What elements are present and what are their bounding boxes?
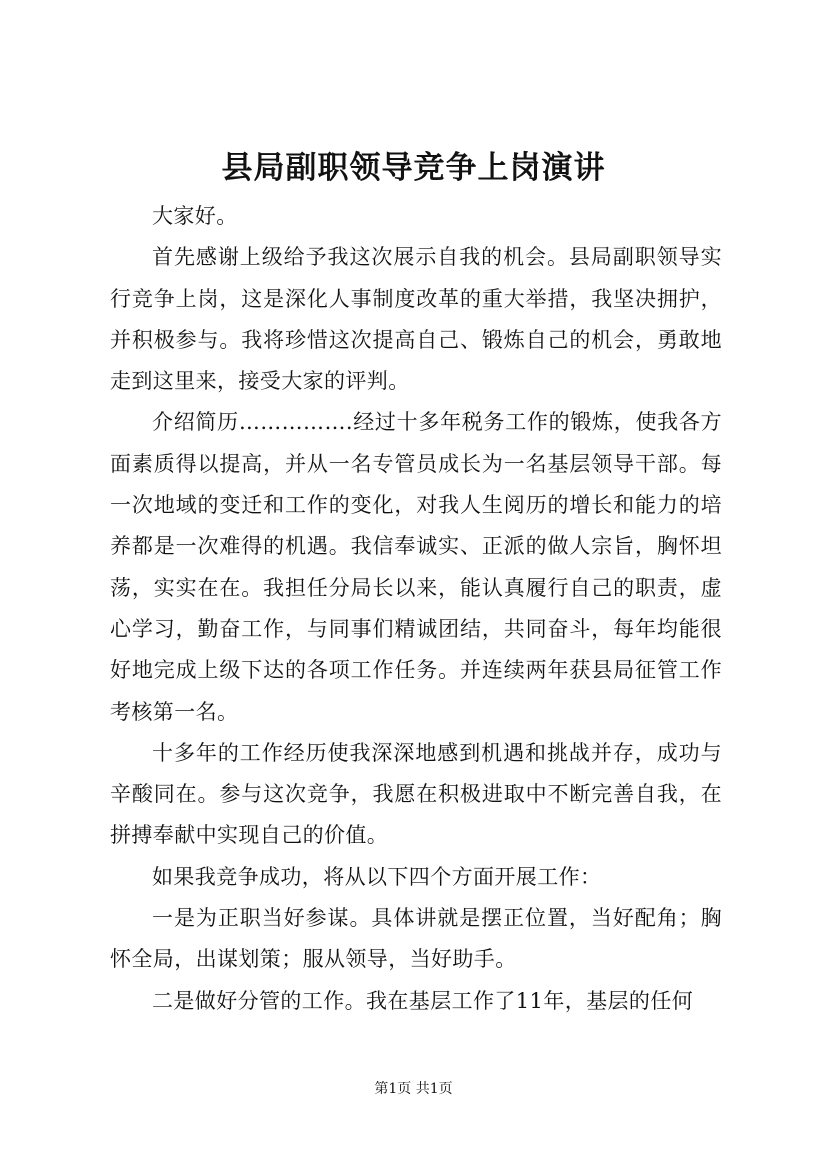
paragraph-resume: 介绍简历…………….经过十多年税务工作的锻炼，使我各方面素质得以提高，并从一名专管员成长为一名基层领导干部。每一次地域的变迁和工作的变化，对我人生阅历的增长和能力的培养都是一次难得的机遇。我信奉诚实、正派的做人宗旨，胸怀坦荡，实实在在。我担任分局长以来，能认真履行自己的职责，虚心学习，勤奋工作，与同事们精诚团结，共同奋斗，每年均能很好地完成上级下达的各项工作任务。并连续两年获县局征管工作考核第一名。 (110, 410, 722, 724)
paragraph-greeting: 大家好。 (152, 204, 238, 228)
document-title: 县局副职领导竞争上岗演讲 (221, 150, 606, 186)
document-body (110, 196, 722, 1022)
paragraph-experience: 十多年的工作经历使我深深地感到机遇和挑战并存，成功与辛酸同在。参与这次竞争，我愿在积极进取中不断完善自我，在拼搏奉献中实现自己的价值。 (110, 740, 722, 848)
paragraph-plan-two: 二是做好分管的工作。我在基层工作了11年，基层的任何 (152, 988, 694, 1013)
page-footer: 第1页 共1页 (374, 1081, 453, 1097)
paragraph-plan-one: 一是为正职当好参谋。具体讲就是摆正位置，当好配角；胸怀全局，出谋划策；服从领导，当好助手。 (110, 906, 722, 972)
paragraph-plan-intro: 如果我竞争成功，将从以下四个方面开展工作： (152, 864, 602, 889)
paragraph-thanks: 首先感谢上级给予我这次展示自我的机会。县局副职领导实行竞争上岗，这是深化人事制度改革的重大举措，我坚决拥护，并积极参与。我将珍惜这次提高自己、锻炼自己的机会，勇敢地走到这里来，接受大家的评判。 (110, 245, 722, 394)
